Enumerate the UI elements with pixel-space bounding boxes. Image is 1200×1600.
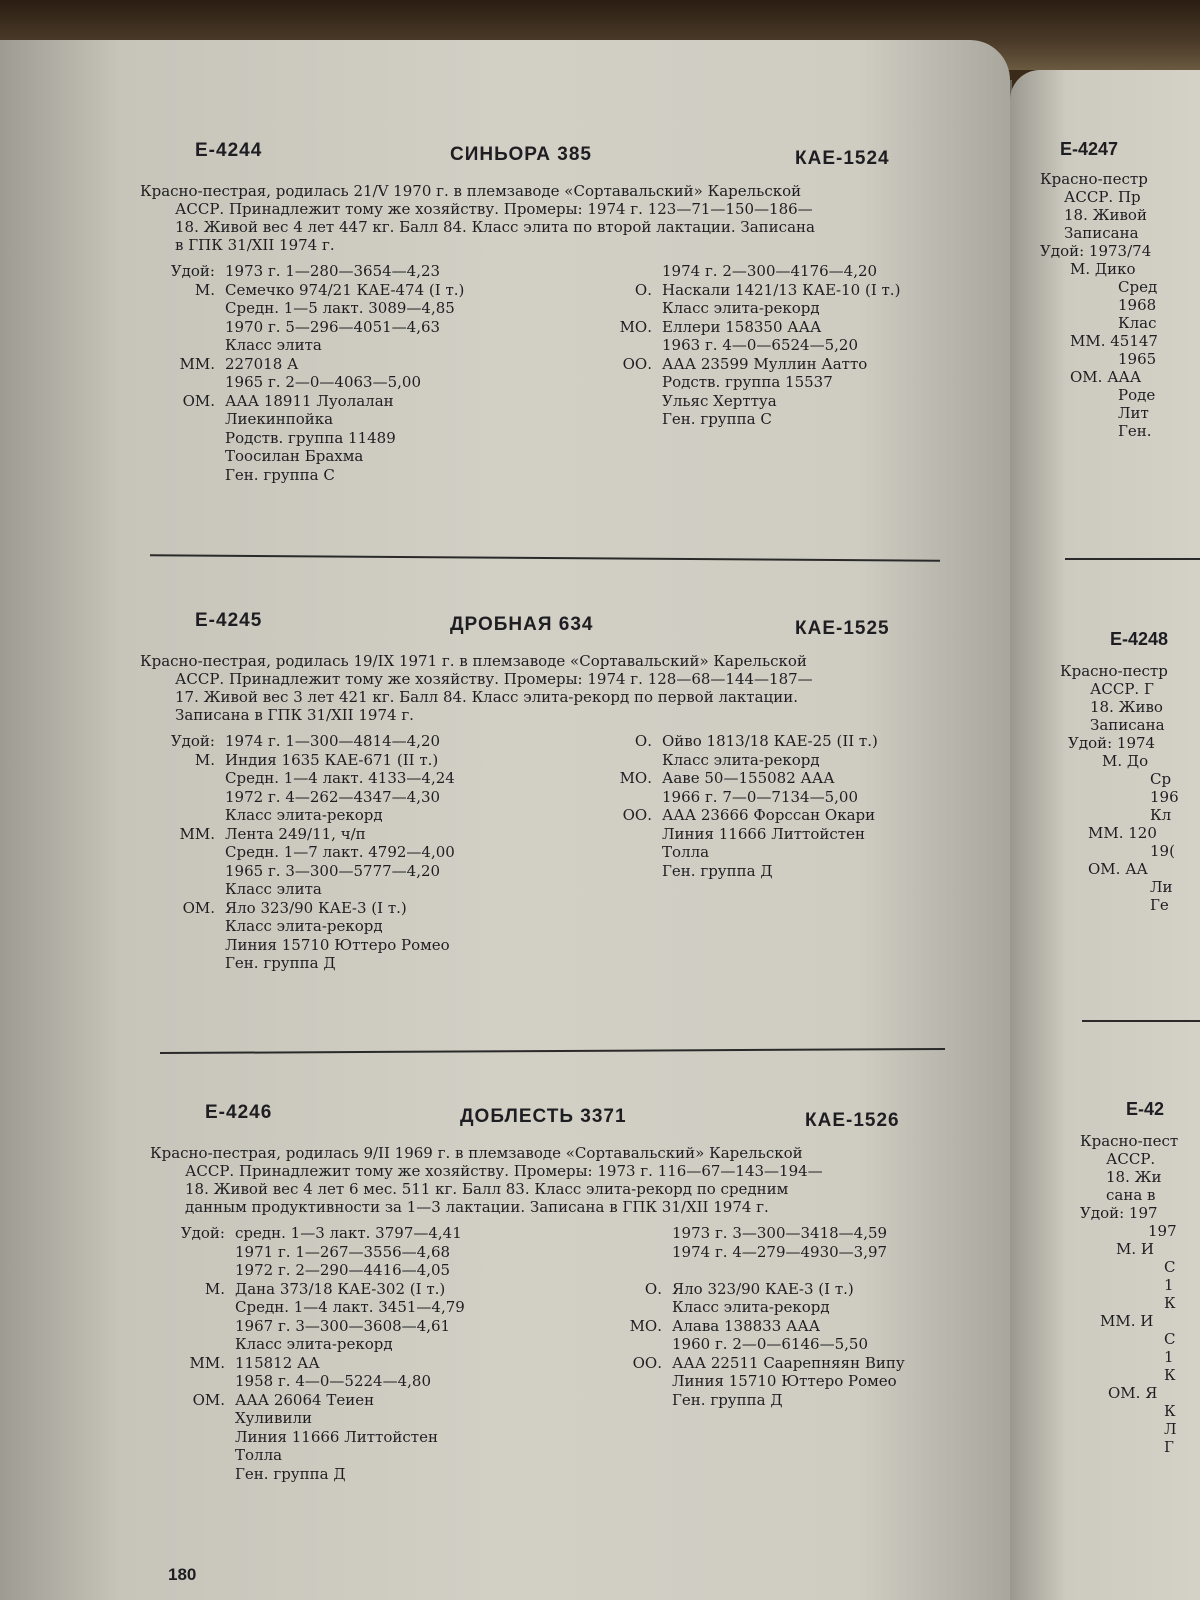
fragment-line: ММ. 120 (1088, 824, 1157, 842)
entry-header (150, 1102, 960, 1136)
fragment-line: К (1164, 1402, 1176, 1420)
fragment-line: С (1164, 1258, 1176, 1276)
fragment-line: Л (1164, 1420, 1177, 1438)
pedigree-row: Линия 15710 Юттеро Ромео (225, 935, 450, 954)
fragment-line: Красно-пестр (1060, 662, 1168, 680)
pedigree-row: ОМ. ААА 26064 Теиен (192, 1390, 375, 1409)
fragment-line: 196 (1150, 788, 1179, 806)
fragment-line: 1 (1164, 1276, 1174, 1294)
kae-number: КАЕ-1525 (795, 618, 890, 639)
entry-description (140, 652, 950, 724)
pedigree-row: Средн. 1—7 лакт. 4792—4,00 (225, 843, 455, 861)
fragment-line: Клас (1118, 314, 1157, 332)
fragment-line: ММ. 45147 (1070, 332, 1158, 350)
pedigree-dam-side (140, 732, 610, 973)
fragment-line: 18. Жи (1106, 1168, 1162, 1186)
pedigree-row: Средн. 1—4 лакт. 3451—4,79 (235, 1298, 465, 1316)
pedigree-row: Толла (235, 1446, 283, 1464)
desc-line: 17. Живой вес 3 лет 421 кг. Балл 84. Класс элита-рекорд по первой лактации. (175, 688, 798, 706)
fragment-line: ММ. И (1100, 1312, 1154, 1330)
pedigree-row: Ген. группа Д (235, 1464, 346, 1483)
section-divider (1065, 558, 1200, 560)
desc-line: АССР. Принадлежит тому же хозяйству. Промеры: 1974 г. 123—71—150—186— (175, 200, 813, 218)
pedigree-row: 1958 г. 4—0—5224—4,80 (235, 1372, 431, 1390)
fragment-line: сана в (1106, 1186, 1156, 1204)
pedigree-row: О. Яло 323/90 КАЕ-3 (I т.) (644, 1279, 854, 1298)
right-page (1010, 70, 1200, 1600)
pedigree-row: Толла (662, 843, 710, 861)
entry-e4246 (150, 1102, 960, 1483)
fragment-line: 197 (1148, 1222, 1177, 1240)
pedigree-row: Класс элита (225, 880, 322, 898)
pedigree-row: 1974 г. 2—300—4176—4,20 (662, 262, 878, 280)
registry-number: Е-4247 (1060, 139, 1119, 159)
pedigree-row: О. Наскали 1421/13 КАЕ-10 (I т.) (634, 280, 901, 299)
pedigree-row: Класс элита-рекорд (225, 917, 383, 935)
cow-name: ДОБЛЕСТЬ 3371 (460, 1106, 627, 1127)
pedigree-row: Класс элита-рекорд (672, 1298, 830, 1316)
pedigree-row: Класс элита-рекорд (662, 750, 820, 769)
fragment-line: Лит (1118, 404, 1149, 422)
fragment-line: Г (1164, 1438, 1174, 1456)
fragment-line: Роде (1118, 386, 1156, 404)
fragment-line: Ли (1150, 878, 1173, 896)
pedigree-dam-side (150, 1224, 620, 1483)
kae-number: КАЕ-1524 (795, 148, 890, 169)
desc-line: в ГПК 31/XII 1974 г. (175, 236, 335, 254)
fragment-line: Красно-пестр (1040, 170, 1148, 188)
pedigree-row: Класс элита-рекорд (225, 806, 383, 824)
pedigree-row: 1970 г. 5—296—4051—4,63 (225, 317, 441, 336)
pedigree-row: М. Дана 373/18 КАЕ-302 (I т.) (204, 1279, 446, 1298)
registry-number: Е-4244 (195, 140, 263, 161)
fragment-line: М. Дико (1070, 260, 1136, 278)
pedigree-row: 1967 г. 3—300—3608—4,61 (235, 1316, 451, 1335)
pedigree-row: ОМ. ААА 18911 Луолалан (182, 391, 394, 410)
fragment-line: Записана (1090, 716, 1165, 734)
pedigree-row: ОО. ААА 23666 Форссан Окари (622, 806, 876, 824)
cow-name: СИНЬОРА 385 (450, 144, 592, 165)
fragment-line: ОМ. ААА (1070, 368, 1142, 386)
desc-line: Красно-пестрая, родилась 19/IX 1971 г. в племзаводе «Сортавальский» Карельской (140, 652, 807, 670)
pedigree-row: МО. Алава 138833 ААА (629, 1316, 821, 1335)
pedigree-row: 1963 г. 4—0—6524—5,20 (662, 336, 858, 354)
fragment-line: Кл (1150, 806, 1172, 824)
pedigree-row: Линия 11666 Литтойстен (235, 1427, 438, 1446)
section-divider (150, 554, 940, 562)
desc-line: АССР. Принадлежит тому же хозяйству. Промеры: 1973 г. 116—67—143—194— (185, 1162, 823, 1180)
fragment-line: Ген. (1118, 422, 1152, 440)
pedigree-row: ММ. 227018 А (179, 354, 299, 373)
right-block-2 (1040, 630, 1179, 914)
entry-e4245 (140, 610, 950, 972)
fragment-line: К (1164, 1366, 1176, 1384)
pedigree-row: Ген. группа Д (672, 1390, 783, 1409)
fragment-line: Удой: 197 (1080, 1204, 1158, 1222)
pedigree-row: 1965 г. 2—0—4063—5,00 (225, 373, 421, 391)
desc-line: АССР. Принадлежит тому же хозяйству. Промеры: 1974 г. 128—68—144—187— (175, 670, 813, 688)
pedigree-row: ММ. 115812 АА (189, 1353, 320, 1372)
pedigree-row: О. Ойво 1813/18 КАЕ-25 (II т.) (634, 732, 878, 750)
fragment-line: 1965 (1118, 350, 1157, 368)
fragment-line: ОМ. АА (1088, 860, 1148, 878)
pedigree-dam-side (140, 262, 610, 484)
fragment-line: 1 (1164, 1348, 1174, 1366)
fragment-line: АССР. Г (1090, 680, 1154, 698)
fragment-line: 18. Живой (1064, 206, 1147, 224)
pedigree-row: Класс элита-рекорд (235, 1335, 393, 1353)
pedigree-sire-side (610, 1224, 970, 1409)
entry-description (140, 182, 950, 254)
entry-e4244 (140, 140, 950, 484)
page-number: 180 (168, 1565, 197, 1584)
registry-number: Е-4245 (195, 610, 263, 631)
fragment-line: АССР. Пр (1064, 188, 1141, 206)
fragment-line: АССР. (1106, 1150, 1156, 1168)
kae-number: КАЕ-1526 (805, 1110, 900, 1131)
pedigree-row: Ген. группа Д (662, 861, 773, 880)
pedigree-row: Ульяс Херттуа (662, 391, 777, 410)
entry-header (140, 610, 950, 644)
pedigree-row: ОО. ААА 23599 Муллин Аатто (622, 354, 868, 373)
fragment-line: 18. Живо (1090, 698, 1163, 716)
desc-line: Красно-пестрая, родилась 21/V 1970 г. в племзаводе «Сортавальский» Карельской (140, 182, 802, 200)
pedigree-row: Тоосилан Брахма (225, 447, 364, 465)
pedigree-row: Родств. группа 11489 (225, 428, 396, 447)
section-divider (1082, 1020, 1200, 1022)
pedigree-row: М. Индия 1635 КАЕ-671 (II т.) (194, 750, 439, 769)
fragment-line: Ге (1150, 896, 1169, 914)
fragment-line: Записана (1064, 224, 1139, 242)
fragment-line: К (1164, 1294, 1176, 1312)
registry-number: Е-4246 (205, 1102, 273, 1123)
pedigree-row: ОМ. Яло 323/90 КАЕ-3 (I т.) (182, 898, 407, 917)
fragment-line: 19( (1150, 842, 1175, 860)
entry-header (140, 140, 950, 174)
desc-line: Записана в ГПК 31/XII 1974 г. (175, 706, 414, 724)
pedigree-row: Линия 15710 Юттеро Ромео (672, 1372, 897, 1390)
pedigree-sire-side (600, 262, 960, 429)
pedigree-row: Ген. группа Д (225, 954, 336, 972)
entry-description (150, 1144, 960, 1216)
fragment-line: Удой: 1973/74 (1040, 242, 1152, 260)
pedigree-row: 1973 г. 3—300—3418—4,59 (672, 1224, 888, 1242)
pedigree-row: Линия 11666 Литтойстен (662, 824, 865, 843)
fragment-line: М. И (1116, 1240, 1154, 1258)
pedigree-row (610, 1261, 970, 1280)
right-block-1 (1040, 140, 1200, 440)
fragment-line: Ср (1150, 770, 1172, 788)
pedigree-row: 1971 г. 1—267—3556—4,68 (235, 1242, 451, 1261)
registry-number: Е-4248 (1110, 629, 1169, 649)
fragment-line: Красно-пест (1080, 1132, 1179, 1150)
fragment-line: 1968 (1118, 296, 1157, 314)
pedigree-row: Класс элита (225, 336, 322, 354)
pedigree-row: 1972 г. 4—262—4347—4,30 (225, 787, 441, 806)
pedigree-row: Средн. 1—5 лакт. 3089—4,85 (225, 299, 455, 317)
section-divider (160, 1048, 945, 1054)
pedigree-row: Хуливили (235, 1409, 312, 1427)
pedigree-row: Родств. группа 15537 (662, 373, 833, 391)
desc-line: данным продуктивности за 1—3 лактации. Записана в ГПК 31/XII 1974 г. (185, 1198, 769, 1216)
pedigree-row: МО. Еллери 158350 ААА (619, 317, 822, 336)
pedigree-row: Удой: 1973 г. 1—280—3654—4,23 (170, 262, 441, 280)
fragment-line: М. До (1102, 752, 1149, 770)
pedigree-row: Лиекинпойка (225, 410, 334, 428)
right-block-3 (1040, 1100, 1178, 1456)
fragment-line: ОМ. Я (1108, 1384, 1158, 1402)
desc-line: 18. Живой вес 4 лет 447 кг. Балл 84. Класс элита по второй лактации. Записана (175, 218, 815, 236)
pedigree-row: МО. Ааве 50—155082 ААА (619, 769, 835, 787)
left-page (0, 40, 1010, 1600)
pedigree-row: 1965 г. 3—300—5777—4,20 (225, 861, 441, 880)
pedigree-row: 1972 г. 2—290—4416—4,05 (235, 1261, 451, 1279)
pedigree-row: 1966 г. 7—0—7134—5,00 (662, 787, 858, 806)
pedigree-row: Ген. группа С (225, 465, 335, 484)
pedigree-row: 1960 г. 2—0—6146—5,50 (672, 1335, 868, 1353)
pedigree-row: Средн. 1—4 лакт. 4133—4,24 (225, 769, 455, 787)
registry-number: Е-42 (1126, 1099, 1165, 1119)
pedigree-row: Удой: 1974 г. 1—300—4814—4,20 (170, 732, 441, 750)
cow-name: ДРОБНАЯ 634 (450, 614, 594, 635)
fragment-line: С (1164, 1330, 1176, 1348)
pedigree-row: М. Семечко 974/21 КАЕ-474 (I т.) (194, 280, 465, 299)
pedigree-sire-side (600, 732, 960, 880)
pedigree-row: ММ. Лента 249/11, ч/п (179, 824, 366, 843)
desc-line: 18. Живой вес 4 лет 6 мес. 511 кг. Балл 83. Класс элита-рекорд по средним (185, 1180, 789, 1198)
fragment-line: Удой: 1974 (1068, 734, 1156, 752)
desc-line: Красно-пестрая, родилась 9/II 1969 г. в племзаводе «Сортавальский» Карельской (150, 1144, 803, 1162)
pedigree-row: Ген. группа С (662, 410, 772, 428)
fragment-line: Сред (1118, 278, 1158, 296)
pedigree-row: Удой: средн. 1—3 лакт. 3797—4,41 (180, 1224, 462, 1242)
pedigree-row: ОО. ААА 22511 Саарепняян Випу (632, 1353, 905, 1372)
pedigree-row: Класс элита-рекорд (662, 299, 820, 317)
pedigree-row: 1974 г. 4—279—4930—3,97 (672, 1242, 888, 1261)
